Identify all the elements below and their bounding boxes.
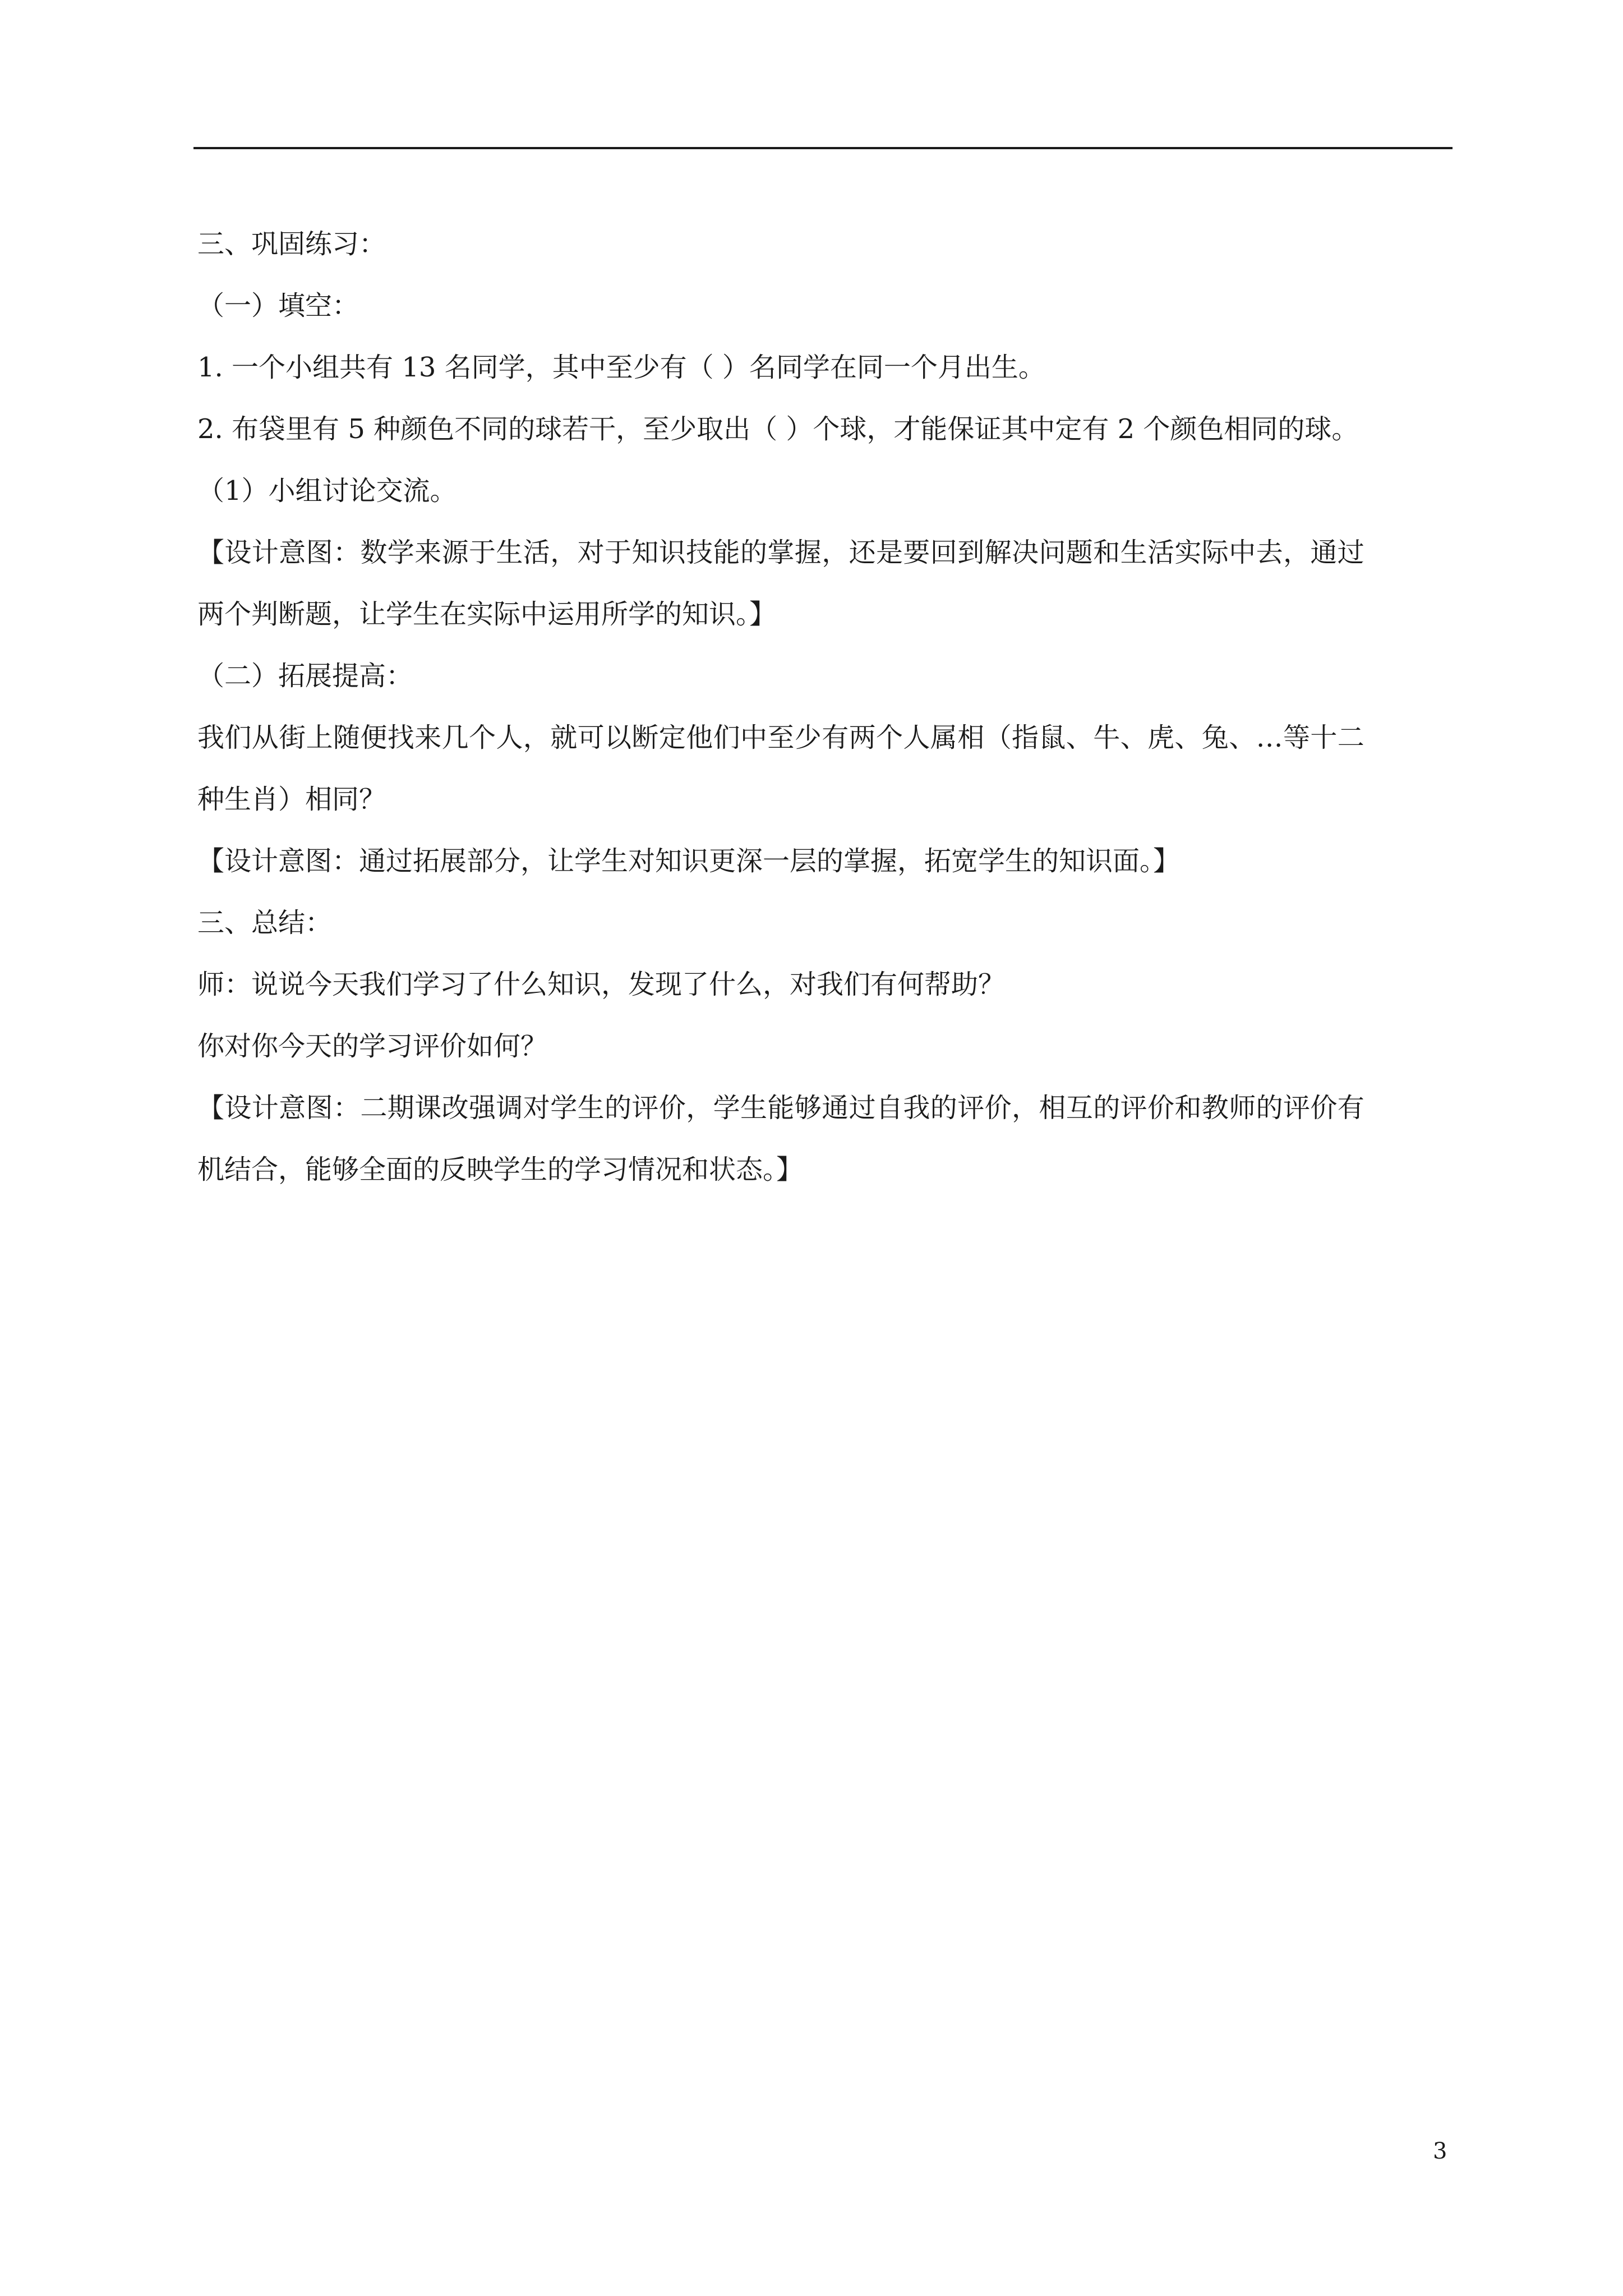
design-intent-1-line-1: 【设计意图：数学来源于生活，对于知识技能的掌握，还是要回到解决问题和生活实际中去，通过 xyxy=(197,537,1365,568)
page-body xyxy=(197,213,1453,1200)
header-rule xyxy=(193,147,1453,149)
page-number: 3 xyxy=(1433,2138,1447,2164)
section-heading-summary: 三、总结： xyxy=(197,907,333,938)
subsection-heading-fill-blank: （一）填空： xyxy=(197,290,359,321)
question-1: 1. 一个小组共有 13 名同学，其中至少有（ ）名同学在同一个月出生。 xyxy=(197,352,1045,383)
design-intent-2: 【设计意图：通过拓展部分，让学生对知识更深一层的掌握，拓宽学生的知识面。】 xyxy=(197,845,1181,877)
design-intent-1-line-2: 两个判断题，让学生在实际中运用所学的知识。】 xyxy=(197,599,777,630)
question-2: 2. 布袋里有 5 种颜色不同的球若干，至少取出（ ）个球，才能保证其中定有 2 个颜色相同的球。 xyxy=(197,413,1359,445)
group-discussion-note: （1）小组讨论交流。 xyxy=(197,475,457,507)
subsection-heading-extension: （二）拓展提高： xyxy=(197,660,413,692)
design-intent-3-line-2: 机结合，能够全面的反映学生的学习情况和状态。】 xyxy=(197,1154,804,1185)
extension-question-line-2: 种生肖）相同？ xyxy=(197,784,386,815)
section-heading-practice: 三、巩固练习： xyxy=(197,228,386,260)
teacher-prompt: 师：说说今天我们学习了什么知识，发现了什么，对我们有何帮助？ xyxy=(197,969,1006,1000)
design-intent-3-line-1: 【设计意图：二期课改强调对学生的评价，学生能够通过自我的评价，相互的评价和教师的评价有 xyxy=(197,1092,1365,1124)
self-evaluation-prompt: 你对你今天的学习评价如何？ xyxy=(197,1030,548,1062)
extension-question-line-1: 我们从街上随便找来几个人，就可以断定他们中至少有两个人属相（指鼠、牛、虎、兔、…等十二 xyxy=(197,722,1365,753)
